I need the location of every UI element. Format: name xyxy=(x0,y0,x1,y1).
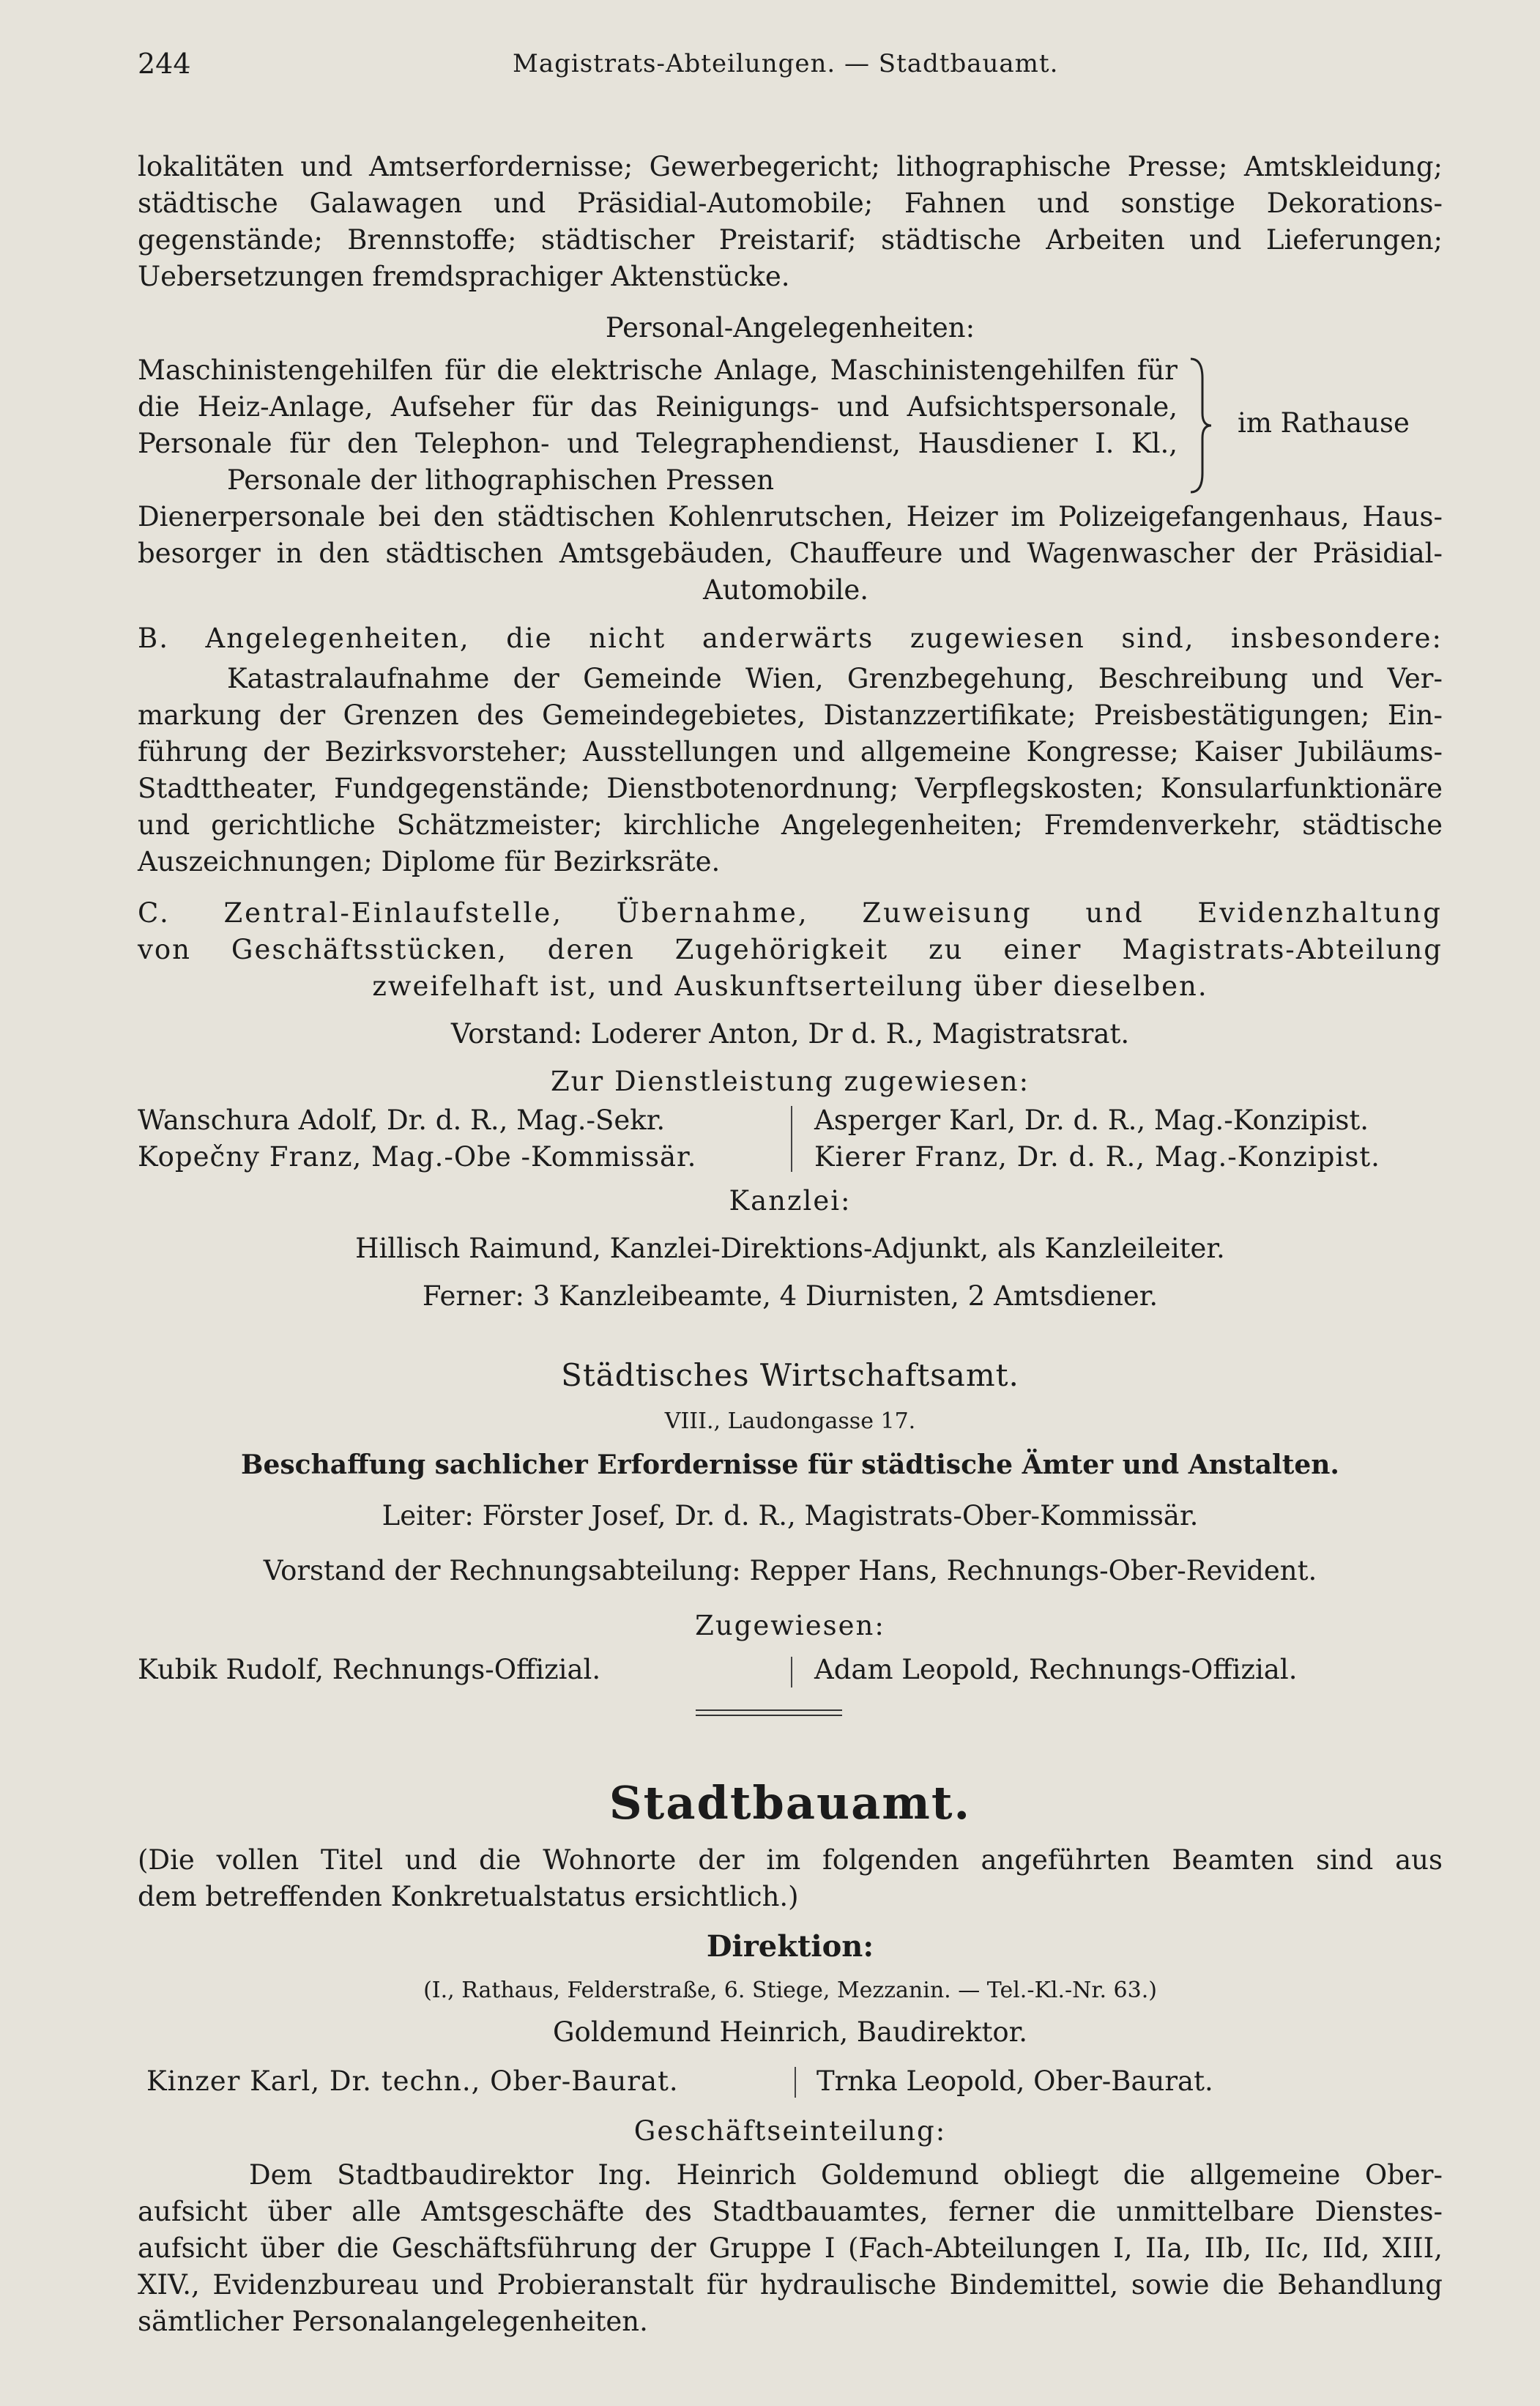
staff-entry: Kinzer Karl, Dr. techn., Ober-Baurat. xyxy=(146,2065,679,2097)
intro-line: lokalitäten und Amtserfordernisse; Gewerbegericht; lithographische Presse; Amtskleidung; xyxy=(138,151,1443,182)
staff-entry: Adam Leopold, Rechnungs-Offizial. xyxy=(814,1654,1298,1685)
wirtschaftsamt-address: VIII., Laudongasse 17. xyxy=(664,1408,916,1434)
section-b-line: führung der Bezirksvorsteher; Ausstellungen und allgemeine Kongresse; Kaiser Jubiläums- xyxy=(138,736,1443,768)
section-b-line: Katastralaufnahme der Gemeinde Wien, Grenzbegehung, Beschreibung und Ver- xyxy=(227,663,1443,694)
personal-bracket-line: Maschinistengehilfen für die elektrische Anlage, Maschinistengehilfen für xyxy=(138,354,1178,386)
direktion-heading: Direktion: xyxy=(706,1929,874,1964)
einteilung-line: sämtlicher Personalangelegenheiten. xyxy=(138,2306,648,2337)
direktion-address: (I., Rathaus, Felderstraße, 6. Stiege, Mezzanin. — Tel.-Kl.-Nr. 63.) xyxy=(423,1978,1157,2003)
section-b-line: markung der Grenzen des Gemeindegebietes, Distanzzertifikate; Preisbestätigungen; Ein- xyxy=(138,699,1443,731)
intro-line: gegenstände; Brennstoffe; städtischer Preistarif; städtische Arbeiten und Lieferungen; xyxy=(138,224,1443,256)
wirtschaftsamt-zugewiesen-heading: Zugewiesen: xyxy=(695,1610,885,1641)
section-b-heading: B. Angelegenheiten, die nicht anderwärts zugewiesen sind, insbesondere: xyxy=(138,623,1443,654)
personal-line: besorger in den städtischen Amtsgebäuden, Chauffeure und Wagenwascher der Präsidial- xyxy=(138,538,1443,569)
einteilung-line: Dem Stadtbaudirektor Ing. Heinrich Goldemund obliegt die allgemeine Ober- xyxy=(249,2159,1443,2191)
staff-entry: Kubik Rudolf, Rechnungs-Offizial. xyxy=(138,1654,601,1685)
einteilung-line: aufsicht über alle Amtsgeschäfte des Stadtbauamtes, ferner die unmittelbare Dienstes- xyxy=(138,2196,1443,2227)
stadtbauamt-note-line: (Die vollen Titel und die Wohnorte der im folgenden angeführten Beamten sind aus xyxy=(138,1844,1443,1876)
staff-entry: Wanschura Adolf, Dr. d. R., Mag.-Sekr. xyxy=(138,1104,666,1136)
personal-heading: Personal-Angelegenheiten: xyxy=(605,312,975,344)
section-c-line: C. Zentral-Einlaufstelle, Übernahme, Zuweisung und Evidenzhaltung xyxy=(138,897,1443,929)
wirtschaftsamt-leiter: Leiter: Förster Josef, Dr. d. R., Magistrats-Ober-Kommissär. xyxy=(382,1500,1199,1531)
stadtbauamt-title: Stadtbauamt. xyxy=(609,1776,972,1830)
personal-line: Dienerpersonale bei den städtischen Kohlenrutschen, Heizer im Polizeigefangenhaus, Haus- xyxy=(138,501,1443,532)
staff-entry: Kierer Franz, Dr. d. R., Mag.-Konzipist. xyxy=(814,1141,1380,1173)
wirtschaftsamt-vorstand: Vorstand der Rechnungsabteilung: Repper Hans, Rechnungs-Ober-Revident. xyxy=(263,1555,1317,1586)
personal-bracket-line: Personale der lithographischen Pressen xyxy=(227,464,775,496)
staff-entry: Kopečny Franz, Mag.-Obe -Kommissär. xyxy=(138,1141,697,1173)
personal-bracket-line: die Heiz-Anlage, Aufseher für das Reinigungs- und Aufsichtspersonale, xyxy=(138,391,1178,423)
section-b-line: Auszeichnungen; Diplome für Bezirksräte. xyxy=(138,846,721,877)
divider-rule xyxy=(696,1715,842,1716)
running-title: Magistrats-Abteilungen. — Stadtbauamt. xyxy=(513,49,1059,78)
baudirektor: Goldemund Heinrich, Baudirektor. xyxy=(553,2016,1027,2048)
section-b-line: und gerichtliche Schätzmeister; kirchliche Angelegenheiten; Fremdenverkehr, städtische xyxy=(138,809,1443,841)
intro-line: Uebersetzungen fremdsprachiger Aktenstücke. xyxy=(138,261,790,292)
divider-rule xyxy=(696,1709,842,1711)
einteilung-line: XIV., Evidenzbureau und Probieranstalt für hydraulische Bindemittel, sowie die Behandlung xyxy=(138,2269,1443,2301)
column-divider xyxy=(791,1657,792,1687)
personal-bracket-label: im Rathause xyxy=(1238,407,1410,439)
personal-line: Automobile. xyxy=(703,574,869,606)
stadtbauamt-note-line: dem betreffenden Konkretualstatus ersichtlich.) xyxy=(138,1881,799,1912)
personal-bracket-line: Personale für den Telephon- und Telegraphendienst, Hausdiener I. Kl., xyxy=(138,428,1178,459)
section-c-line: zweifelhaft ist, und Auskunftserteilung über dieselben. xyxy=(372,970,1208,1002)
einteilung-heading: Geschäftseinteilung: xyxy=(633,2115,947,2147)
einteilung-line: aufsicht über die Geschäftsführung der Gruppe I (Fach-Abteilungen I, IIa, IIb, IIc, IId, XIII, xyxy=(138,2232,1443,2264)
wirtschaftsamt-subtitle: Beschaffung sachlicher Erfordernisse für städtische Ämter und Anstalten. xyxy=(241,1449,1339,1480)
kanzlei-heading: Kanzlei: xyxy=(729,1185,852,1217)
staff-entry: Asperger Karl, Dr. d. R., Mag.-Konzipist. xyxy=(814,1104,1369,1136)
intro-line: städtische Galawagen und Präsidial-Automobile; Fahnen und sonstige Dekorations- xyxy=(138,187,1443,219)
section-c-line: von Geschäftsstücken, deren Zugehörigkeit zu einer Magistrats-Abteilung xyxy=(138,934,1443,965)
section-c-zugewiesen-heading: Zur Dienstleistung zugewiesen: xyxy=(550,1066,1030,1097)
column-divider xyxy=(795,2067,796,2098)
curly-brace-icon xyxy=(1186,356,1216,495)
section-b-line: Stadttheater, Fundgegenstände; Dienstbotenordnung; Verpflegskosten; Konsularfunktionäre xyxy=(138,773,1443,804)
page-number: 244 xyxy=(138,48,191,80)
staff-entry: Trnka Leopold, Ober-Baurat. xyxy=(817,2065,1213,2097)
section-c-vorstand: Vorstand: Loderer Anton, Dr d. R., Magistratsrat. xyxy=(450,1018,1130,1050)
wirtschaftsamt-title: Städtisches Wirtschaftsamt. xyxy=(561,1357,1019,1393)
column-divider xyxy=(791,1106,792,1172)
kanzlei-ferner: Ferner: 3 Kanzleibeamte, 4 Diurnisten, 2 Amtsdiener. xyxy=(422,1280,1158,1312)
kanzlei-leiter: Hillisch Raimund, Kanzlei-Direktions-Adjunkt, als Kanzleileiter. xyxy=(355,1233,1225,1264)
